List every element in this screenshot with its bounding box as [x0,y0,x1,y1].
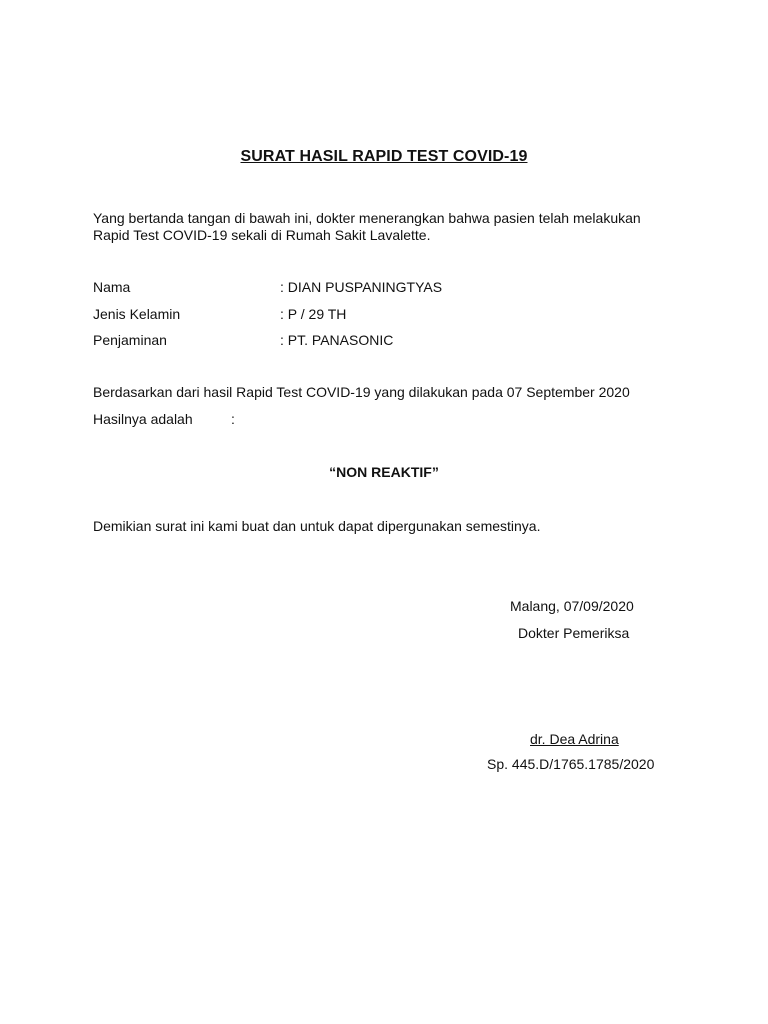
signer-role: Dokter Pemeriksa [518,625,630,641]
closing-text: Demikian surat ini kami buat dan untuk dapat dipergunakan semestinya. [93,518,541,534]
result-label: Hasilnya adalah [93,411,193,427]
doctor-name: dr. Dea Adrina [530,731,619,747]
intro-line-1: Yang bertanda tangan di bawah ini, dokter menerangkan bahwa pasien telah melakukan [93,210,641,226]
field-value-nama: : DIAN PUSPANINGTYAS [280,279,443,295]
field-label-nama: Nama [93,279,131,295]
document-title: SURAT HASIL RAPID TEST COVID-19 [240,148,528,165]
place-date: Malang, 07/09/2020 [510,598,634,614]
intro-line-2: Rapid Test COVID-19 sekali di Rumah Sakit Lavalette. [93,227,431,243]
intro-paragraph [93,210,683,244]
result-value: “NON REAKTIF” [329,464,439,480]
field-label-penjaminan: Penjaminan [93,332,167,348]
field-value-penjaminan: : PT. PANASONIC [280,332,394,348]
field-label-jenis-kelamin: Jenis Kelamin [93,306,181,322]
basis-text: Berdasarkan dari hasil Rapid Test COVID-19 yang dilakukan pada 07 September 2020 [93,384,630,400]
field-value-jenis-kelamin: : P / 29 TH [280,306,347,322]
doctor-id: Sp. 445.D/1765.1785/2020 [487,756,655,772]
result-colon: : [231,411,235,427]
